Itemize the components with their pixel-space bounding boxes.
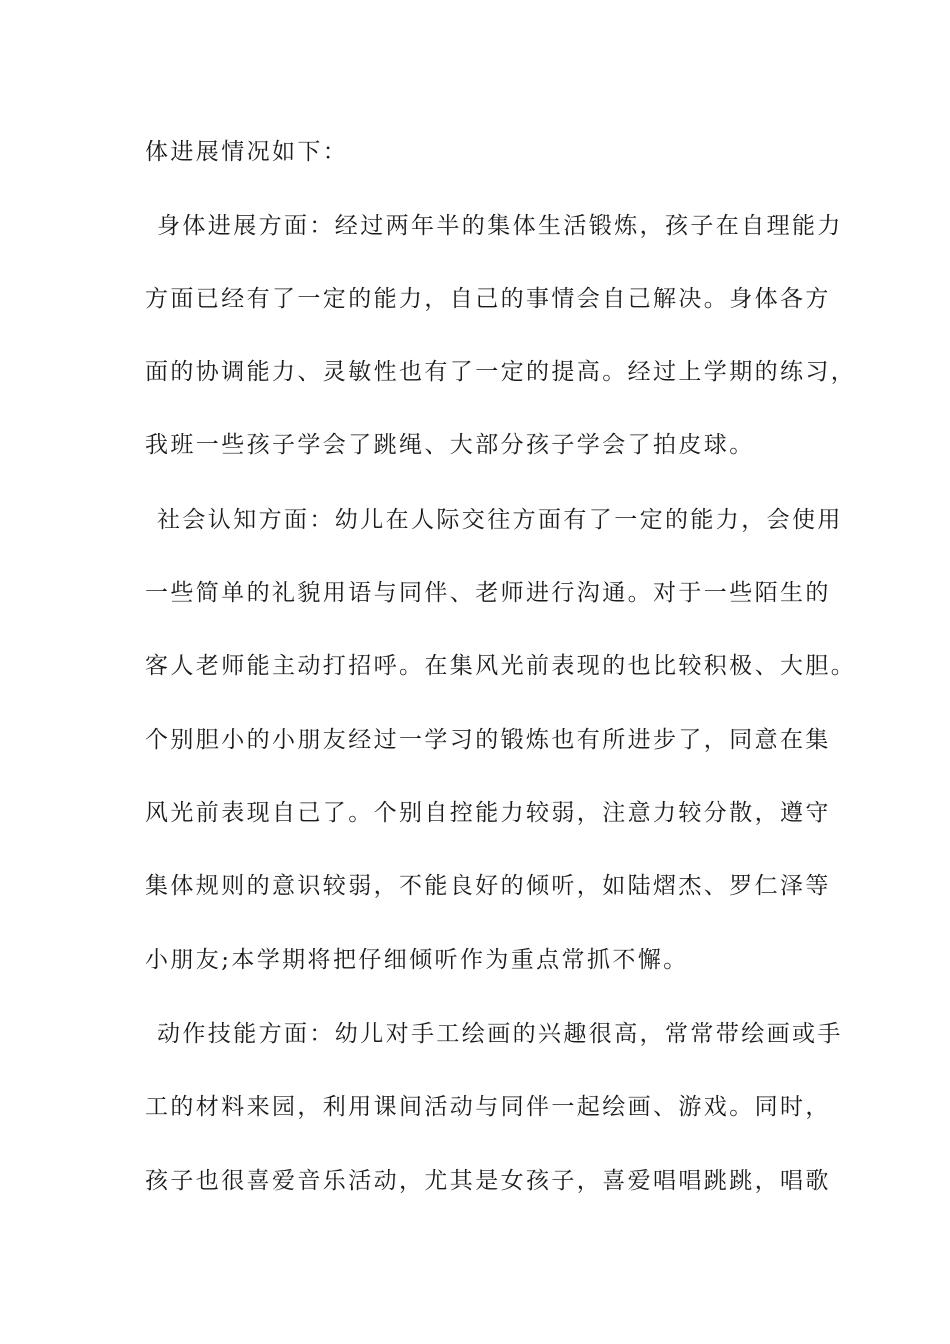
- text-line: 客人老师能主动打招呼。在集风光前表现的也比较积极、大胆。: [145, 653, 857, 679]
- text-line: 孩子也很喜爱音乐活动，尤其是女孩子，喜爱唱唱跳跳，唱歌: [145, 1168, 831, 1194]
- text-line: 工的材料来园，利用课间活动与同伴一起绘画、游戏。同时，: [145, 1094, 831, 1120]
- text-line: 小朋友;本学期将把仔细倾听作为重点常抓不懈。: [145, 947, 689, 973]
- text-line: 一些简单的礼貌用语与同伴、老师进行沟通。对于一些陌生的: [145, 580, 831, 606]
- text-line: 风光前表现自己了。个别自控能力较弱，注意力较分散，遵守: [145, 800, 831, 826]
- text-line: 方面已经有了一定的能力，自己的事情会自己解决。身体各方: [145, 286, 831, 312]
- text-line: 面的协调能力、灵敏性也有了一定的提高。经过上学期的练习，: [145, 359, 857, 385]
- text-line: 个别胆小的小朋友经过一学习的锻炼也有所进步了，同意在集: [145, 727, 831, 753]
- paragraph-start: 动作技能方面：幼儿对手工绘画的兴趣很高，常常带绘画或手: [157, 1021, 843, 1047]
- text-line: 集体规则的意识较弱，不能良好的倾听，如陆熠杰、罗仁泽等: [145, 873, 831, 899]
- text-line: 体进展情况如下：: [145, 139, 349, 165]
- paragraph-start: 社会认知方面：幼儿在人际交往方面有了一定的能力，会使用: [157, 507, 843, 533]
- paragraph-start: 身体进展方面：经过两年半的集体生活锻炼，孩子在自理能力: [157, 213, 843, 239]
- text-line: 我班一些孩子学会了跳绳、大部分孩子学会了拍皮球。: [145, 432, 755, 458]
